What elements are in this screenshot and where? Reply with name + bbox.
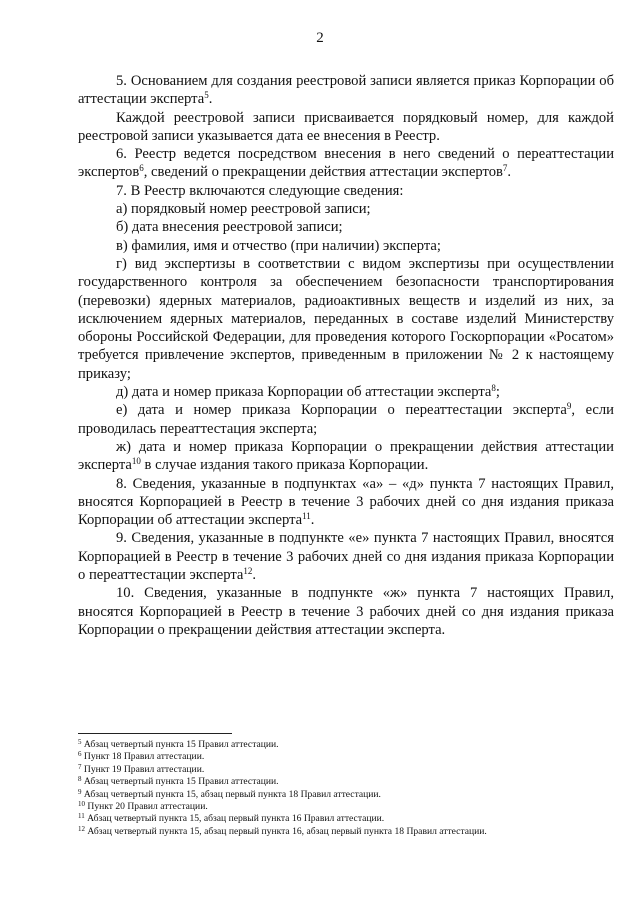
footnote-ref: 5 (204, 90, 209, 101)
paragraph (78, 72, 614, 109)
paragraph-text: в случае издания такого приказа Корпорации. (140, 457, 429, 474)
footnote-number: 11 (78, 812, 85, 821)
paragraph-text: 5. Основанием для создания реестровой записи является приказ Корпорации об аттестации эксперта (78, 73, 614, 108)
footnote-number: 12 (78, 824, 85, 833)
paragraph (78, 218, 614, 236)
footnote-ref: 6 (139, 163, 144, 174)
footnote-ref: 7 (502, 163, 508, 174)
paragraph-text: Каждой реестровой записи присваивается порядковый номер, для каждой реестровой записи указывается дата ее внесения в Реестр. (78, 109, 614, 144)
footnote-text: Абзац четвертый пункта 15, абзац первый пункта 18 Правил аттестации. (81, 788, 381, 800)
paragraph (78, 383, 614, 401)
paragraph-text: . (208, 91, 213, 108)
paragraph (78, 145, 614, 182)
footnote-ref: 9 (566, 401, 572, 412)
paragraph-text: е) дата и номер приказа Корпорации о переаттестации эксперта (116, 402, 567, 419)
footnote-number: 10 (78, 800, 85, 809)
footnote (78, 789, 618, 801)
paragraph-text: . (507, 164, 512, 181)
footnote (78, 813, 618, 825)
footnote (78, 776, 618, 788)
paragraph (78, 584, 614, 639)
footnote-text: Пункт 18 Правил аттестации. (81, 751, 205, 763)
paragraph-text: . (310, 512, 315, 529)
paragraph (78, 200, 614, 218)
footnote (78, 764, 618, 776)
document-body (78, 72, 614, 639)
footnotes (78, 739, 618, 838)
footnote (78, 826, 618, 838)
page-number: 2 (316, 30, 324, 46)
footnote-text: Абзац четвертый пункта 15 Правил аттестации. (81, 776, 279, 788)
paragraph (78, 182, 614, 200)
footnote-text: Абзац четвертый пункта 15 Правил аттестации. (81, 739, 279, 750)
footnote-divider (78, 733, 232, 734)
paragraph (78, 475, 614, 530)
paragraph (78, 237, 614, 255)
paragraph-text: , если проводилась переаттестация эксперта; (78, 402, 614, 437)
footnote-ref: 12 (243, 566, 253, 577)
footnote-text: Пункт 19 Правил аттестации. (81, 763, 205, 775)
paragraph-text: ; (495, 384, 500, 401)
footnote-text: Абзац четвертый пункта 15, абзац первый пункта 16, абзац первый пункта 18 Правил аттестации. (85, 825, 487, 837)
footnote-number: 9 (78, 787, 82, 796)
footnote-text: Абзац четвертый пункта 15, абзац первый пункта 16 Правил аттестации. (84, 813, 385, 825)
paragraph-text: 10. Сведения, указанные в подпункте «ж» пункта 7 настоящих Правил, вносятся Корпорацией в Реестр в течение 3 рабочих дней со дня издания приказа Корпорации о прекращении действия аттестации эксперта. (78, 585, 614, 638)
footnote (78, 801, 618, 813)
paragraph-text: 7. В Реестр включаются следующие сведения: (116, 182, 404, 199)
footnote-ref: 10 (131, 456, 141, 467)
paragraph-text: 9. Сведения, указанные в подпункте «е» пункта 7 настоящих Правил, вносятся Корпорацией в Реестр в течение 3 рабочих дней со дня издания приказа Корпорации о переаттестации эксперта (78, 530, 614, 584)
paragraph (78, 438, 614, 475)
paragraph-text: д) дата и номер приказа Корпорации об аттестации эксперта (116, 384, 492, 401)
footnote-text: Пункт 20 Правил аттестации. (85, 801, 208, 813)
paragraph (78, 529, 614, 584)
footnote-ref: 8 (491, 383, 496, 394)
footnote (78, 739, 618, 751)
footnote-number: 5 (78, 738, 82, 746)
paragraph-text: г) вид экспертизы в соответствии с видом экспертизы при осуществлении государственного контроля за обеспечением безопасности транспортирования (перевозки) ядерных материалов, радиоактивных веществ и изделий из них, за исключением ядерных материалов, переданных в составе изделий Министерству обороны Российской Федерации, для проведения которого Госкорпорации «Росатом» требуется привлечение экспертов, приведенным в приложении № 2 к настоящему приказу; (78, 255, 614, 382)
footnote-number: 8 (78, 775, 82, 784)
paragraph-text: 8. Сведения, указанные в подпунктах «а» – «д» пункта 7 настоящих Правил, вносятся Корпорацией в Реестр в течение 3 рабочих дней со дня издания приказа Корпорации об аттестации эксперта (78, 475, 614, 529)
paragraph-text: ж) дата и номер приказа Корпорации о прекращении действия аттестации эксперта (78, 438, 614, 474)
paragraph-text: б) дата внесения реестровой записи; (116, 219, 343, 236)
footnote-ref: 11 (302, 511, 311, 522)
paragraph-text: . (252, 567, 257, 584)
footnote-number: 7 (78, 762, 82, 771)
paragraph-text: в) фамилия, имя и отчество (при наличии) эксперта; (116, 237, 441, 254)
paragraph-text: 6. Реестр ведется посредством внесения в него сведений о переаттестации экспертов (78, 146, 614, 181)
footnote (78, 751, 618, 763)
paragraph-text: а) порядковый номер реестровой записи; (116, 201, 371, 218)
paragraph (78, 109, 614, 146)
footnote-number: 6 (78, 750, 82, 759)
paragraph-text: , сведений о прекращении действия аттестации экспертов (143, 164, 503, 181)
paragraph (78, 401, 614, 438)
paragraph (78, 255, 614, 383)
